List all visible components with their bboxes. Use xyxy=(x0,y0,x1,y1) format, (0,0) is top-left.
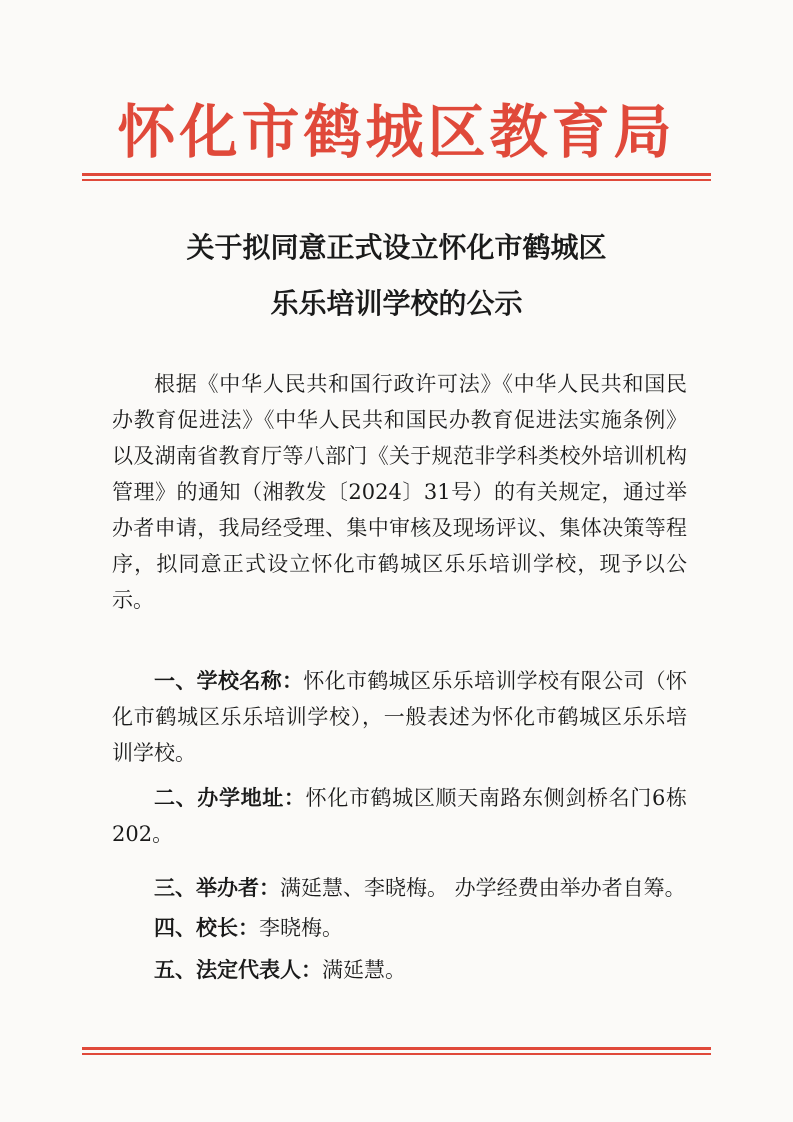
item-legal-rep xyxy=(112,952,687,988)
item-school-name xyxy=(112,663,687,771)
item-value: 李晓梅。 xyxy=(259,916,343,940)
letterhead-rule-thin xyxy=(82,179,711,181)
item-label: 四、校长： xyxy=(154,915,259,940)
agency-letterhead: 怀化市鹤城区教育局 xyxy=(117,98,676,166)
document-title-line2: 乐乐培训学校的公示 xyxy=(270,287,523,320)
item-label: 三、举办者： xyxy=(154,875,280,900)
intro-paragraph xyxy=(112,366,687,618)
document-title-line1: 关于拟同意正式设立怀化市鹤城区 xyxy=(186,231,607,264)
footer-rule-thin xyxy=(82,1053,711,1055)
letterhead-rule-thick xyxy=(82,173,711,176)
item-label: 二、办学地址： xyxy=(154,785,306,810)
item-label: 一、学校名称： xyxy=(154,668,304,693)
intro-text: 根据《中华人民共和国行政许可法》《中华人民共和国民办教育促进法》《中华人民共和国民办教育促进法实施条例》以及湖南省教育厅等八部门《关于规范非学科类校外培训机构管理》的通知（湘教发〔2024〕31号）的有关规定，通过举办者申请，我局经受理、集中审核及现场评议、集体决策等程序，拟同意正式设立怀化市鹤城区乐乐培训学校，现予以公示。 xyxy=(112,372,687,612)
item-value: 满延慧、李晓梅。 办学经费由举办者自筹。 xyxy=(280,876,686,900)
item-principal xyxy=(112,910,687,946)
footer-rule-thick xyxy=(82,1047,711,1050)
item-value: 怀化市鹤城区乐乐培训学校有限公司（怀化市鹤城区乐乐培训学校），一般表述为怀化市鹤城区乐乐培训学校。 xyxy=(112,669,688,765)
item-value: 怀化市鹤城区顺天南路东侧剑桥名门6栋202。 xyxy=(112,786,688,846)
item-value: 满延慧。 xyxy=(322,958,406,982)
item-school-address xyxy=(112,780,687,852)
item-label: 五、法定代表人： xyxy=(154,957,322,982)
item-sponsor xyxy=(112,870,687,906)
